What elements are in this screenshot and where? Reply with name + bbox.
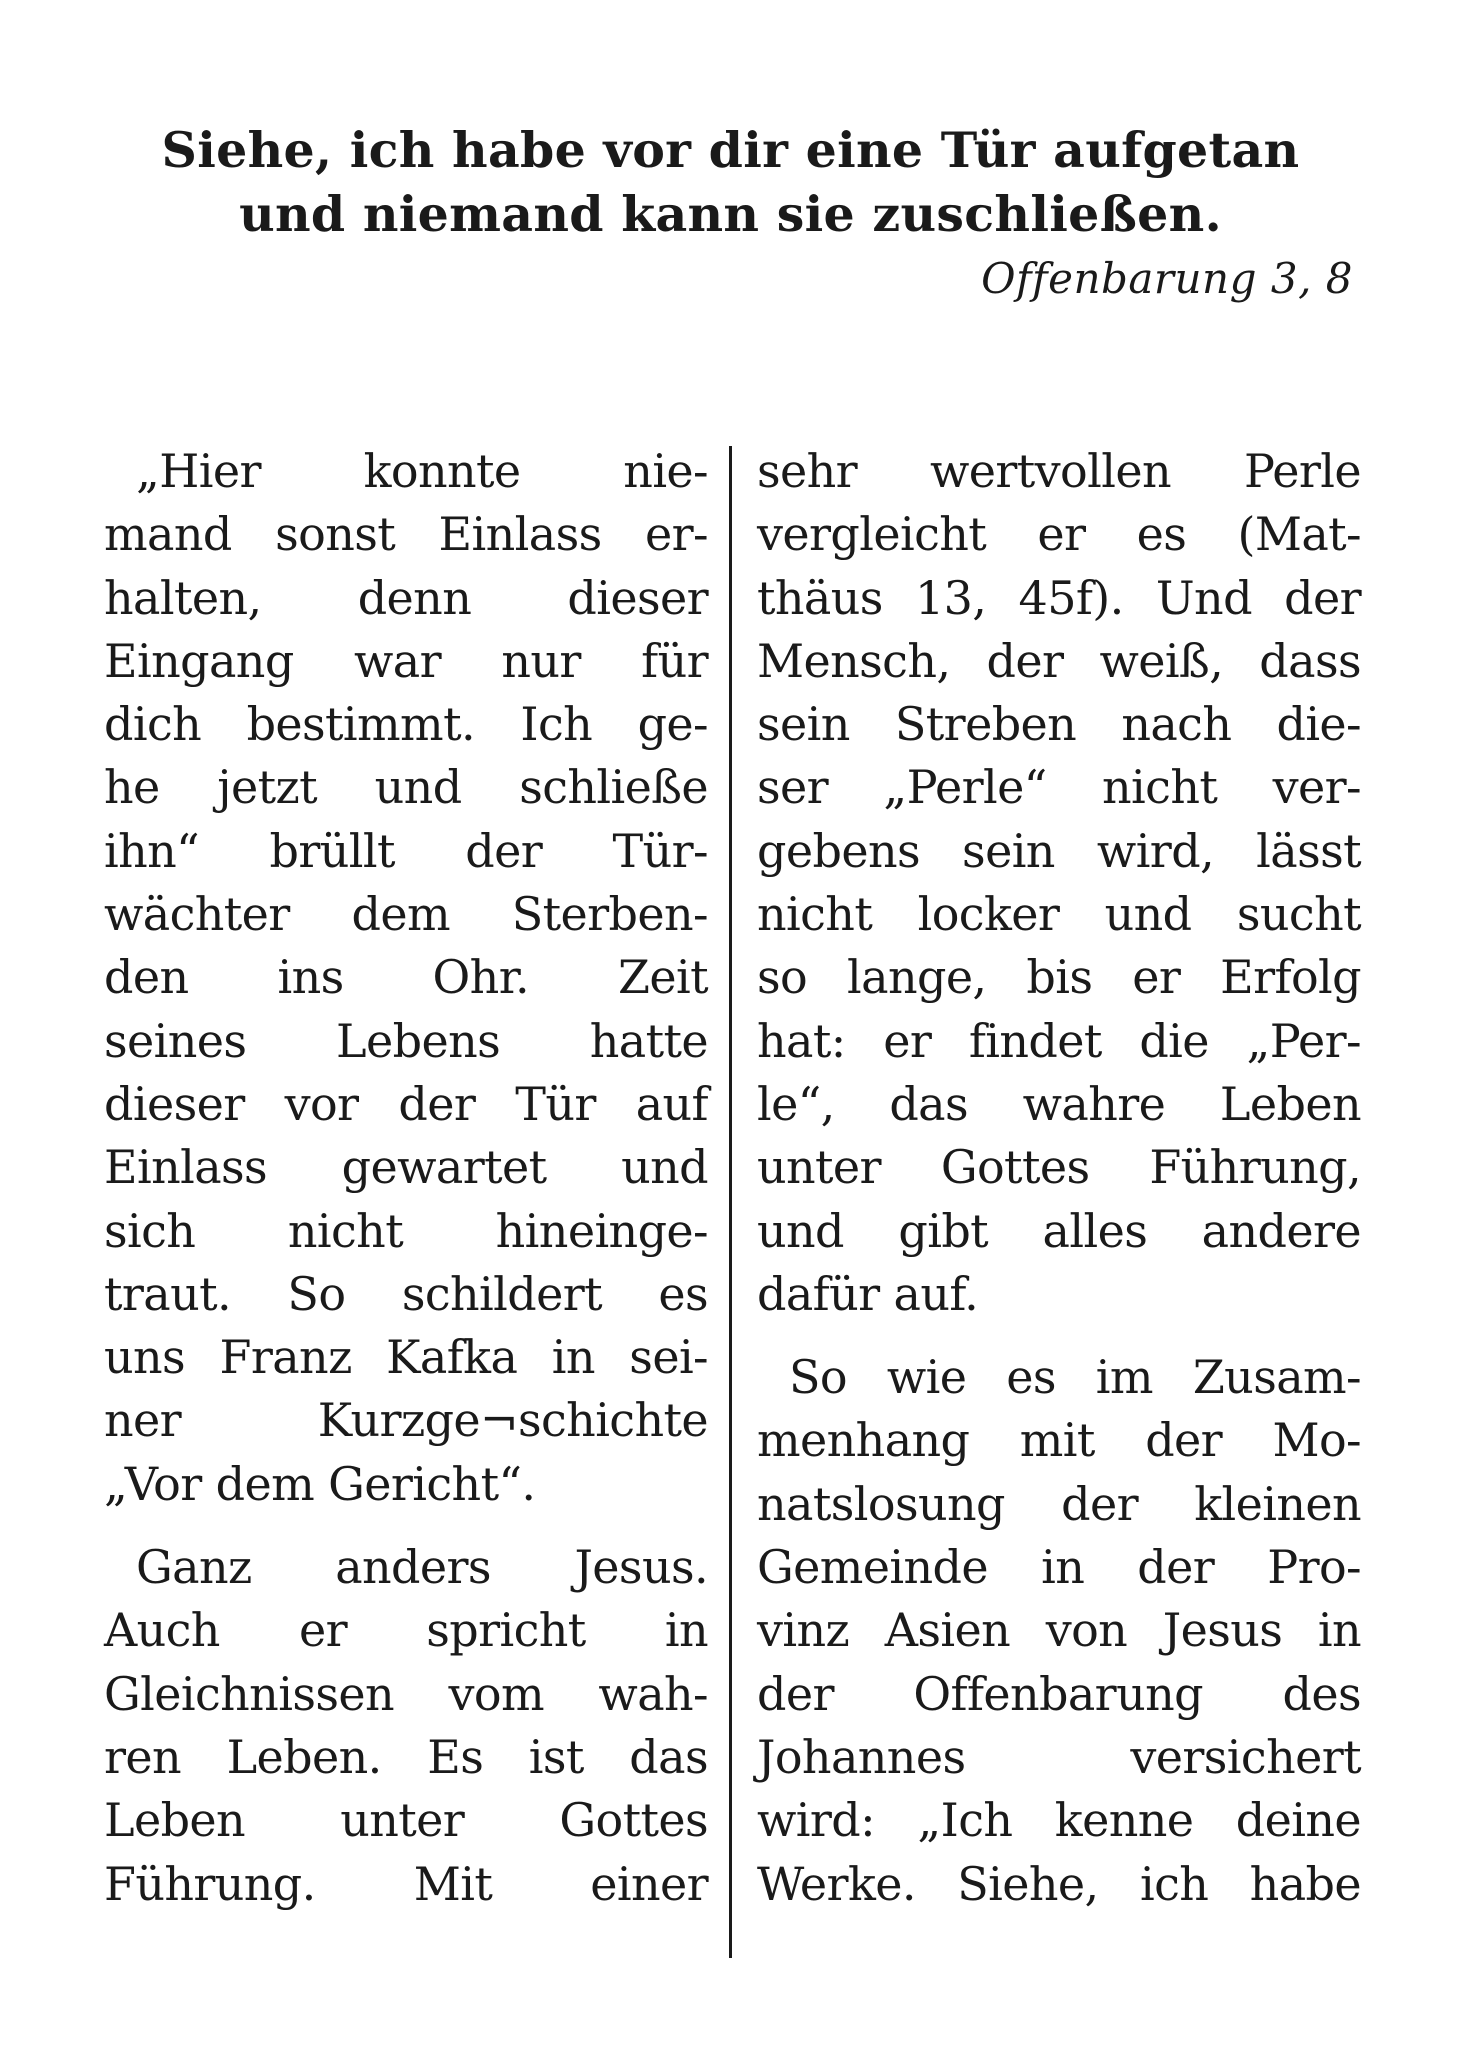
text-line: wird: „Ich kenne deine [757,1793,1361,1848]
paragraph [757,440,1361,1326]
paragraph-gap [757,1326,1361,1346]
text-line: sein Streben nach die- [757,697,1361,752]
text-line: dafür auf. [757,1266,979,1321]
text-line: ihn“ brüllt der Tür- [104,823,708,878]
motto-heading [0,118,1461,246]
text-line: Gemeinde in der Pro- [757,1540,1361,1595]
text-line: vinz Asien von Jesus in [757,1603,1361,1658]
left-text-column [104,440,708,1916]
text-line: der Offenbarung des [757,1666,1361,1721]
motto-line-2: und niemand kann sie zuschließen. [239,185,1222,243]
text-line: Einlass gewartet und [104,1140,708,1195]
text-line: Leben unter Gottes [104,1793,708,1848]
text-line: halten, denn dieser [104,570,708,625]
paragraph-gap [104,1516,708,1536]
text-line: dieser vor der Tür auf [104,1076,708,1131]
text-line: so lange, bis er Erfolg [757,950,1361,1005]
text-line: Werke. Siehe, ich habe [757,1856,1361,1911]
text-line: le“, das wahre Leben [757,1076,1361,1131]
text-line: ren Leben. Es ist das [104,1729,708,1784]
text-line: Eingang war nur für [104,633,708,688]
text-line: Ganz anders Jesus. [136,1540,708,1595]
text-line: So wie es im Zusam- [789,1350,1361,1405]
text-line: „Hier konnte nie- [136,444,708,498]
text-line: gebens sein wird, lässt [757,823,1361,878]
text-line: Mensch, der weiß, dass [757,633,1361,688]
text-line: Johannes versichert [757,1729,1361,1784]
column-divider [729,446,732,1958]
text-line: mand sonst Einlass er- [104,507,708,562]
text-line: sich nicht hineinge- [104,1203,708,1258]
text-line: und gibt alles andere [757,1203,1361,1258]
text-line: den ins Ohr. Zeit [104,950,708,1005]
bible-reference: Offenbarung 3, 8 [981,254,1353,303]
paragraph [104,440,708,1516]
paragraph [104,1536,708,1916]
text-line: traut. So schildert es [104,1266,708,1321]
motto-line-1: Siehe, ich habe vor dir eine Tür aufgetan [161,121,1300,179]
text-line: hat: er findet die „Per- [757,1013,1361,1068]
text-line: Führung. Mit einer [104,1856,708,1911]
text-line: dich bestimmt. Ich ge- [104,697,708,752]
text-line: vergleicht er es (Mat- [757,507,1361,562]
text-line: natslosung der kleinen [757,1476,1361,1531]
right-text-column [757,440,1361,1916]
text-line: he jetzt und schließe [104,760,708,815]
text-line: seines Lebens hatte [104,1013,708,1068]
text-line: Auch er spricht in [104,1603,708,1658]
text-line: ner Kurzge¬schichte [104,1393,708,1448]
text-line: unter Gottes Führung, [757,1140,1361,1195]
paragraph [757,1346,1361,1916]
text-line: sehr wertvollen Perle [757,444,1361,498]
text-line: thäus 13, 45f). Und der [757,570,1361,625]
text-line: wächter dem Sterben- [104,887,708,942]
text-line: nicht locker und sucht [757,887,1361,942]
text-line: „Vor dem Gericht“. [104,1456,536,1511]
text-line: uns Franz Kafka in sei- [104,1330,708,1385]
text-line: Gleichnissen vom wah- [104,1666,708,1721]
text-line: menhang mit der Mo- [757,1413,1361,1468]
text-line: ser „Perle“ nicht ver- [757,760,1361,815]
